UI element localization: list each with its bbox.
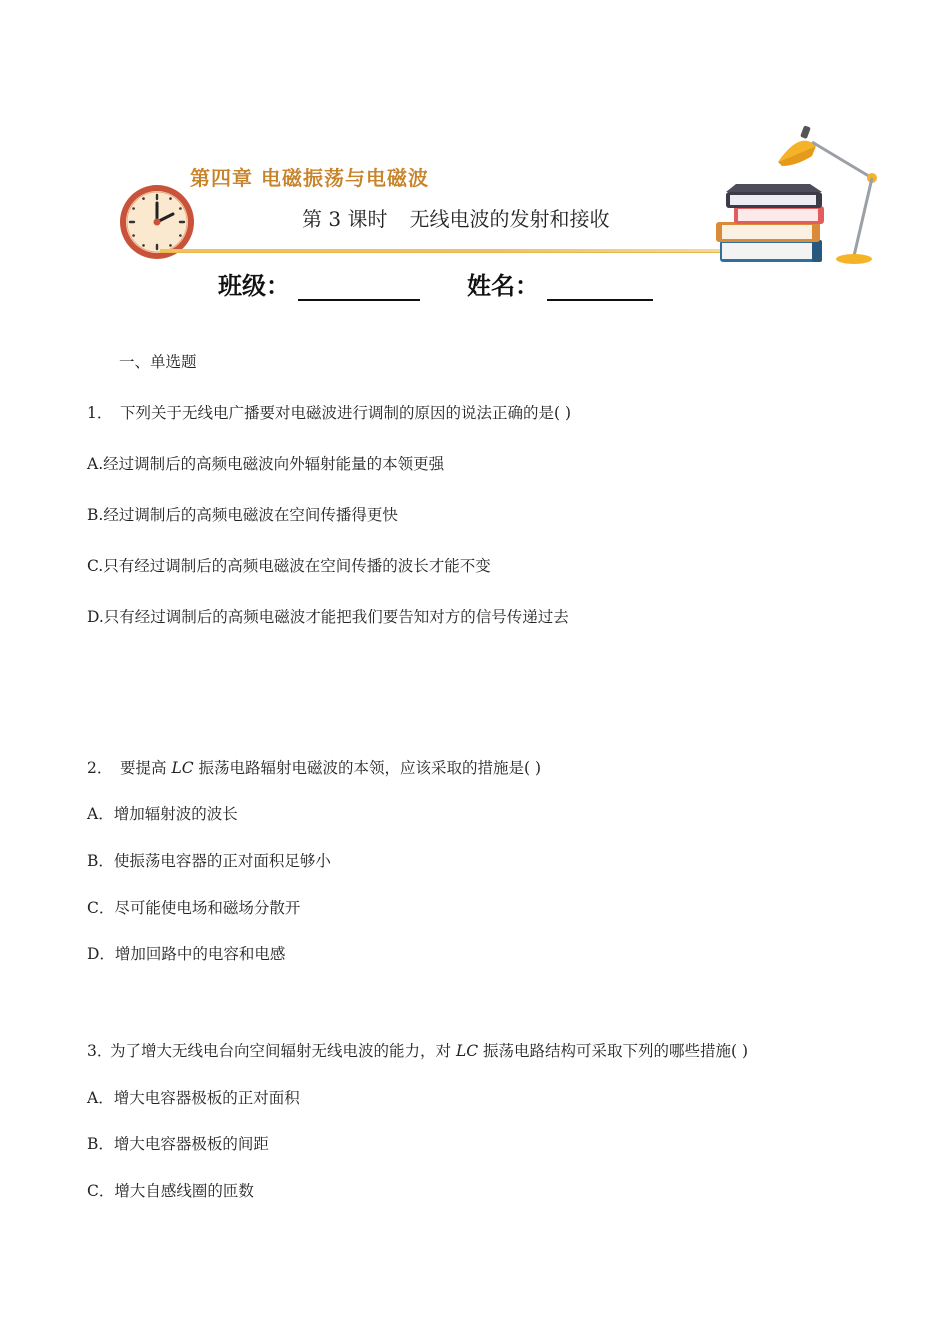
header-divider bbox=[160, 249, 730, 253]
section-title: 一、单选题 bbox=[119, 353, 197, 371]
question-3-lc: LC bbox=[455, 1042, 479, 1060]
question-2-option-a: A．增加辐射波的波长 bbox=[87, 805, 238, 823]
question-3-stem-text-end: 振荡电路结构可采取下列的哪些措施( ) bbox=[478, 1042, 749, 1060]
question-1-number: 1． bbox=[87, 404, 113, 422]
name-blank[interactable] bbox=[547, 275, 653, 301]
question-1-option-b: B.经过调制后的高频电磁波在空间传播得更快 bbox=[87, 506, 398, 524]
question-2-option-b: B．使振荡电容器的正对面积足够小 bbox=[87, 852, 331, 870]
chapter-title: 第四章 电磁振荡与电磁波 bbox=[190, 166, 429, 190]
question-1-option-d: D.只有经过调制后的高频电磁波才能把我们要告知对方的信号传递过去 bbox=[87, 608, 569, 626]
question-2-option-d: D．增加回路中的电容和电感 bbox=[87, 945, 286, 963]
class-field bbox=[218, 266, 420, 301]
question-1-stem: 下列关于无线电广播要对电磁波进行调制的原因的说法正确的是( ) bbox=[120, 404, 572, 422]
class-blank[interactable] bbox=[298, 275, 420, 301]
question-3-option-b: B．增大电容器极板的间距 bbox=[87, 1135, 269, 1153]
question-3-option-a: A．增大电容器极板的正对面积 bbox=[87, 1089, 300, 1107]
question-2-number: 2． bbox=[87, 759, 113, 777]
question-3-stem-text: 为了增大无线电台向空间辐射无线电波的能力，对 bbox=[110, 1042, 456, 1060]
question-3-option-c: C．增大自感线圈的匝数 bbox=[87, 1182, 254, 1200]
question-2-option-c: C．尽可能使电场和磁场分散开 bbox=[87, 899, 301, 917]
class-label: 班级： bbox=[218, 272, 290, 300]
question-2-stem bbox=[120, 758, 541, 778]
books-and-lamp-illustration bbox=[712, 122, 882, 272]
question-3-number: 3． bbox=[87, 1042, 113, 1060]
name-field bbox=[467, 266, 653, 301]
name-label: 姓名： bbox=[467, 272, 539, 300]
question-2-stem-text-end: 振荡电路辐射电磁波的本领，应该采取的措施是( ) bbox=[193, 759, 542, 777]
lesson-name: 无线电波的发射和接收 bbox=[409, 207, 610, 231]
lesson-number: 第 3 课时 bbox=[302, 207, 388, 231]
question-2-stem-text: 要提高 bbox=[120, 759, 172, 777]
question-1-option-c: C.只有经过调制后的高频电磁波在空间传播的波长才能不变 bbox=[87, 557, 491, 575]
question-2-lc: LC bbox=[171, 759, 194, 777]
question-1-option-a: A.经过调制后的高频电磁波向外辐射能量的本领更强 bbox=[87, 455, 445, 473]
lesson-title bbox=[302, 203, 609, 232]
question-3-stem bbox=[110, 1041, 748, 1061]
